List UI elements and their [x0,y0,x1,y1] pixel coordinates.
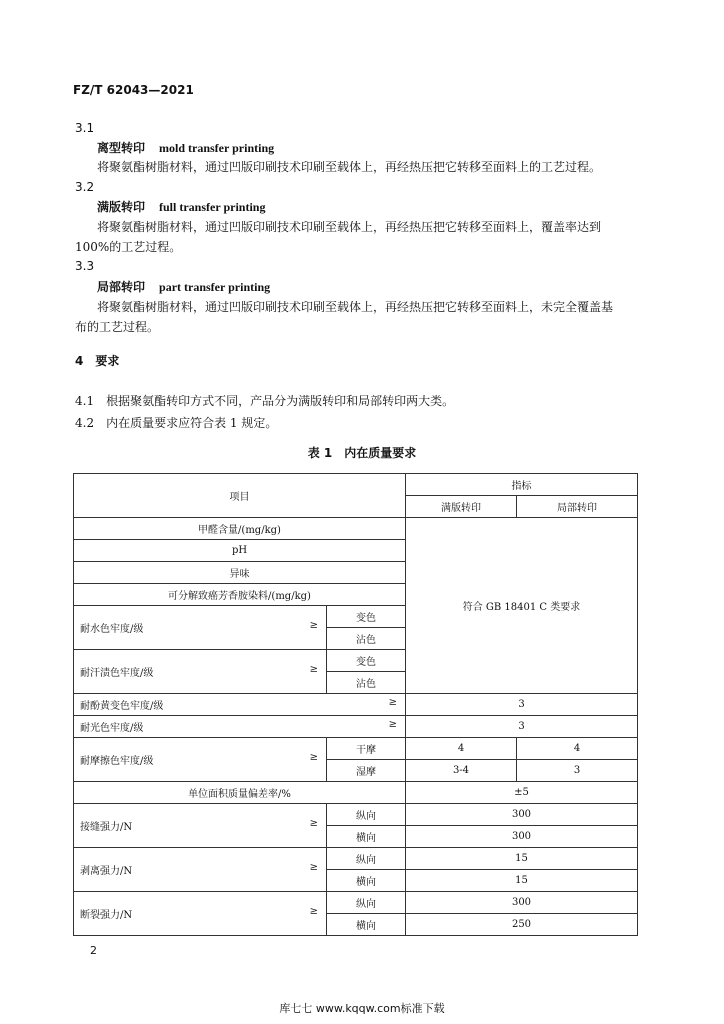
term-number: 3.2 [75,180,95,194]
quality-table [73,473,638,936]
cell-break [74,892,327,936]
cell-peel-weft: 15 [406,870,638,892]
cell-break-warp: 300 [406,892,638,914]
table-row [74,694,638,716]
term-en: part transfer printing [159,280,271,294]
cell-dry-part: 4 [517,738,638,760]
term-number: 3.3 [75,259,95,273]
ge-sign: ≥ [388,719,397,730]
cell-stain: 沾色 [327,672,406,694]
cell-warp: 纵向 [327,848,406,870]
cell-wet-part: 3 [517,760,638,782]
term-number: 3.1 [75,121,95,135]
term-cn: 离型转印 [97,141,146,155]
cell-wet-full: 3-4 [406,760,517,782]
cell-light [74,716,406,738]
cell-mass: 单位面积质量偏差率/% [74,782,406,804]
table-row [74,804,638,826]
table-row [74,782,638,804]
cell-water [74,606,327,650]
term-en: mold transfer printing [159,141,275,155]
cell-peel-warp: 15 [406,848,638,870]
header-part: 局部转印 [517,496,638,518]
cell-wet: 湿摩 [327,760,406,782]
label: 耐汗渍色牢度/级 [80,668,154,679]
label: 剥离强力/N [80,866,133,877]
cell-change: 变色 [327,650,406,672]
label: 耐摩擦色牢度/级 [80,756,154,767]
cell-sweat [74,650,327,694]
term-definition-cont: 100%的工艺过程。 [75,240,182,254]
table-row [74,848,638,870]
label: 接缝强力/N [80,822,133,833]
ge-sign: ≥ [309,862,318,873]
table-row [74,716,638,738]
term-cn: 局部转印 [97,280,146,294]
cell-odor: 异味 [74,562,406,584]
requirement-paragraph: 4.1 根据聚氨酯转印方式不同，产品分为满版转印和局部转印两大类。 [75,394,455,408]
label: 断裂强力/N [80,910,133,921]
header-index: 指标 [406,474,638,496]
cell-weft: 横向 [327,914,406,936]
ge-sign: ≥ [309,620,318,631]
cell-formaldehyde: 甲醛含量/(mg/kg) [74,518,406,540]
header-item: 项目 [74,474,406,518]
term-title [97,278,270,295]
cell-weft: 横向 [327,870,406,892]
cell-amine: 可分解致癌芳香胺染料/(mg/kg) [74,584,406,606]
cell-warp: 纵向 [327,892,406,914]
ge-sign: ≥ [388,697,397,708]
cell-mass-value: ±5 [406,782,638,804]
cell-break-weft: 250 [406,914,638,936]
cell-light-value: 3 [406,716,638,738]
ge-sign: ≥ [309,752,318,763]
header-full: 满版转印 [406,496,517,518]
table-row [74,518,638,540]
term-cn: 满版转印 [97,200,146,214]
term-definition: 将聚氨酯树脂材料，通过凹版印刷技术印刷至载体上，再经热压把它转移至面料上，覆盖率达到 [97,220,602,234]
ge-sign: ≥ [309,906,318,917]
label: 耐酚黄变色牢度/级 [80,701,164,712]
cell-change: 变色 [327,606,406,628]
cell-stain: 沾色 [327,628,406,650]
standard-number: FZ/T 62043—2021 [73,83,194,97]
term-en: full transfer printing [159,200,266,214]
table-row [74,892,638,914]
table-caption: 表 1 内在质量要求 [307,446,417,460]
cell-phenol-value: 3 [406,694,638,716]
ge-sign: ≥ [309,664,318,675]
cell-weft: 横向 [327,826,406,848]
term-definition: 将聚氨酯树脂材料，通过凹版印刷技术印刷至载体上，再经热压把它转移至面料上，未完全覆盖基 [97,300,614,314]
table-row [74,474,638,496]
footer-watermark[interactable]: 库七七 www.kqqw.com标准下载 [279,1002,445,1015]
term-title [97,198,265,215]
cell-dry: 干摩 [327,738,406,760]
cell-seam-weft: 300 [406,826,638,848]
ge-sign: ≥ [309,818,318,829]
cell-gb-requirement: 符合 GB 18401 C 类要求 [406,518,638,694]
label: 耐光色牢度/级 [80,723,144,734]
cell-seam [74,804,327,848]
section-heading: 4 要求 [75,354,120,368]
cell-dry-full: 4 [406,738,517,760]
term-title [97,139,274,156]
cell-phenol [74,694,406,716]
term-definition: 将聚氨酯树脂材料，通过凹版印刷技术印刷至载体上，再经热压把它转移至面料上的工艺过程。 [97,160,602,174]
requirement-paragraph: 4.2 内在质量要求应符合表 1 规定。 [75,416,278,430]
cell-seam-warp: 300 [406,804,638,826]
cell-peel [74,848,327,892]
page-number: 2 [90,944,97,957]
table-row [74,738,638,760]
label: 耐水色牢度/级 [80,624,144,635]
cell-ph: pH [74,540,406,562]
cell-warp: 纵向 [327,804,406,826]
cell-rub [74,738,327,782]
term-definition-cont: 布的工艺过程。 [75,320,160,334]
